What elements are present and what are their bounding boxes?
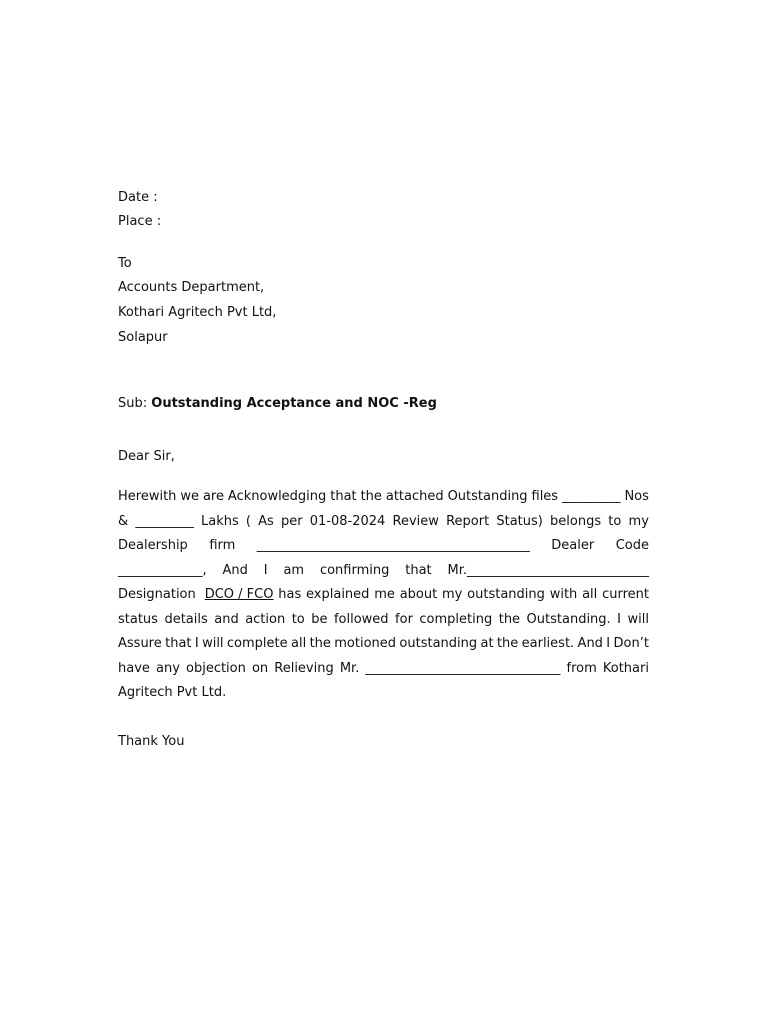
body-line-8 <box>118 661 649 686</box>
body-line-1 <box>118 489 649 514</box>
body-word: my <box>442 587 463 602</box>
body-line-2 <box>118 514 649 539</box>
body-word: the <box>496 636 519 651</box>
body-word: action <box>245 611 286 627</box>
body-word: has <box>278 587 302 602</box>
recipient-line-3: Solapur <box>118 330 168 345</box>
body-word: confirming <box>319 562 390 578</box>
body-line-7 <box>118 636 649 661</box>
body-word: that <box>165 636 192 651</box>
body-word: belongs <box>550 513 602 529</box>
body-word: earliest. <box>521 636 575 651</box>
body-word: I <box>194 636 199 651</box>
subject-line <box>118 396 437 412</box>
body-word: outstanding <box>467 587 545 602</box>
body-word: will <box>627 611 649 627</box>
body-word: _________ <box>135 513 194 529</box>
body-word: ______________________________ <box>365 660 561 676</box>
body-word: Assure <box>118 636 162 651</box>
body-word: & <box>118 513 129 529</box>
body-word: Status) <box>496 513 543 529</box>
body-word: will <box>202 636 224 651</box>
body-word: Dealership <box>118 538 188 553</box>
body-word: that <box>330 489 357 504</box>
body-word: complete <box>226 636 288 651</box>
recipient-to: To <box>118 256 132 271</box>
body-word: Report <box>446 513 490 529</box>
body-word: current <box>602 587 649 602</box>
body-word: with <box>549 587 578 602</box>
body-word: the <box>498 611 521 627</box>
body-word: on <box>251 660 269 676</box>
body-word: Dealer <box>551 538 595 553</box>
body-word: completing <box>419 611 493 627</box>
body-word: Outstanding. <box>526 611 611 627</box>
body-word: details <box>164 611 208 627</box>
body-word: Code <box>615 538 649 553</box>
body-word: we <box>180 489 199 504</box>
closing: Thank You <box>118 734 185 749</box>
body-word: all <box>582 587 598 602</box>
letter-body <box>118 489 649 710</box>
subject-prefix: Sub: <box>118 396 152 411</box>
body-word: explained <box>306 587 370 602</box>
body-word: As <box>258 513 274 529</box>
body-word: to <box>291 611 305 627</box>
body-word: have <box>118 660 150 676</box>
body-word: for <box>395 611 413 627</box>
body-word: ( <box>245 513 251 529</box>
body-word: that <box>405 562 432 578</box>
body-word: _____________, <box>118 562 207 578</box>
body-word: am <box>283 562 305 578</box>
body-word: attached <box>385 489 444 504</box>
recipient-line-2: Kothari Agritech Pvt Ltd, <box>118 305 277 320</box>
body-word: the <box>309 636 331 651</box>
body-word: I <box>606 636 611 651</box>
body-line-3 <box>118 538 649 563</box>
body-line-5 <box>118 587 649 612</box>
body-word: at <box>480 636 494 651</box>
body-word: me <box>374 587 395 602</box>
body-word: And <box>577 636 603 651</box>
body-word: I <box>263 562 268 578</box>
body-word: are <box>202 489 224 504</box>
body-word: Acknowledging <box>227 489 327 504</box>
body-word: I <box>617 611 622 627</box>
date-label: Date : <box>118 190 158 205</box>
body-word: 01-08-2024 <box>309 513 386 529</box>
body-word: _________ <box>562 489 621 504</box>
body-word: about <box>399 587 438 602</box>
body-word: any <box>156 660 180 676</box>
body-word: to <box>608 513 622 529</box>
designation-label: Designation <box>118 587 200 602</box>
body-word: from <box>566 660 597 676</box>
body-word: motioned <box>334 636 397 651</box>
body-word: firm <box>209 538 236 553</box>
body-word: Herewith <box>118 489 177 504</box>
body-word: Nos <box>624 489 649 504</box>
body-word: Lakhs <box>200 513 239 529</box>
body-word: outstanding <box>399 636 478 651</box>
body-line-9: Agritech Pvt Ltd. <box>118 685 227 700</box>
body-word: Outstanding <box>447 489 528 504</box>
body-word: Mr. <box>339 660 360 676</box>
body-line-6 <box>118 612 649 637</box>
designation-value: DCO / FCO <box>204 587 274 602</box>
body-word: per <box>281 513 303 529</box>
body-word: be <box>311 611 328 627</box>
salutation: Dear Sir, <box>118 449 175 464</box>
body-word: files <box>531 489 559 504</box>
recipient-line-1: Accounts Department, <box>118 280 265 295</box>
body-word: status <box>118 611 158 627</box>
body-word: Don’t <box>613 636 649 651</box>
body-word: objection <box>186 660 246 676</box>
body-word: all <box>291 636 307 651</box>
body-word: Review <box>392 513 439 529</box>
body-word: the <box>360 489 382 504</box>
subject-text: Outstanding Acceptance and NOC -Reg <box>151 396 437 411</box>
body-word: __________________________________________ <box>256 538 530 553</box>
body-word: Relieving <box>274 660 334 676</box>
body-word: followed <box>333 611 389 627</box>
place-label: Place : <box>118 214 162 229</box>
body-line-4 <box>118 563 649 588</box>
body-word: and <box>214 611 239 627</box>
body-word: my <box>628 513 649 529</box>
body-word: And <box>222 562 248 578</box>
body-word: Mr.____________________________ <box>447 562 649 578</box>
body-word: Kothari <box>602 660 649 676</box>
